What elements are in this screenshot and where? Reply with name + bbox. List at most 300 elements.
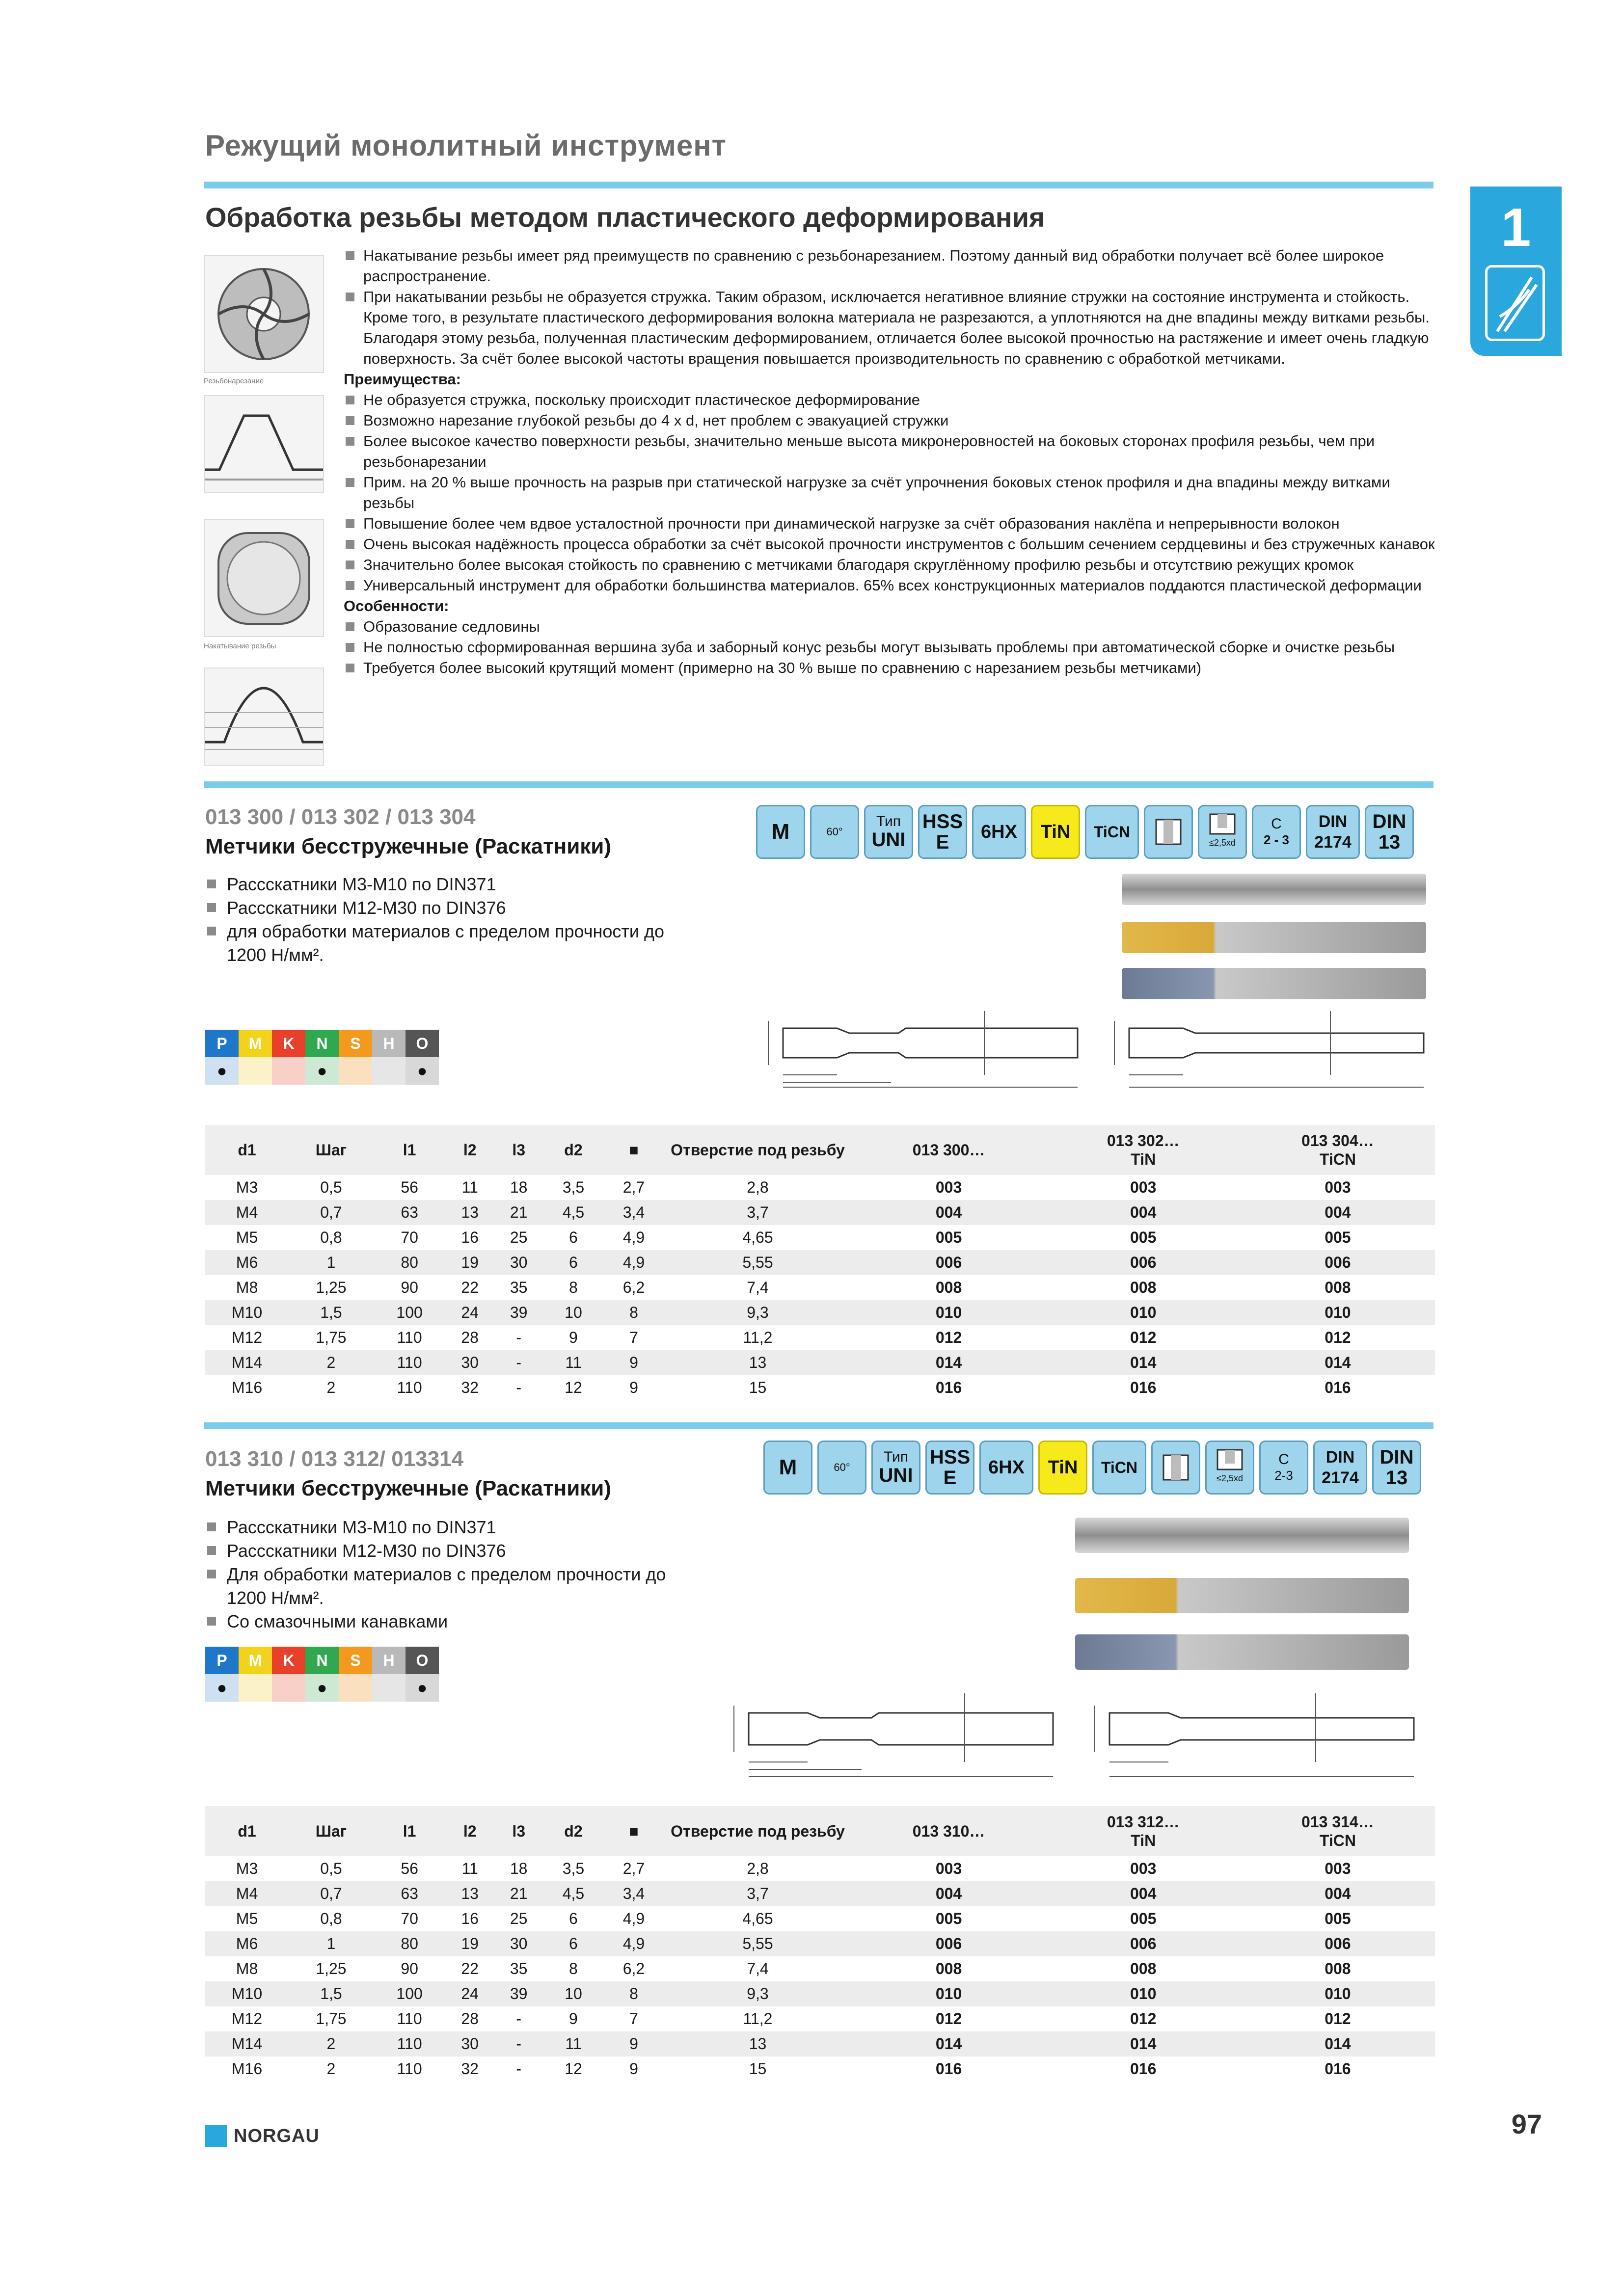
drill-icon	[1485, 265, 1545, 341]
col-d2: d2	[543, 1806, 603, 1856]
din-bottom: 13	[1385, 1467, 1408, 1489]
col-art-a: 013 310…	[851, 1806, 1046, 1856]
table-cell: 014	[1241, 1350, 1435, 1375]
art-c-code: 013 314…	[1301, 1813, 1374, 1831]
table-cell: 004	[1046, 1200, 1241, 1225]
table-cell: 008	[1130, 1279, 1157, 1296]
col-l2: l2	[445, 1806, 494, 1856]
page-header: Режущий монолитный инструмент	[205, 129, 727, 162]
tap-image-bright	[1122, 874, 1426, 905]
table-cell: 0,5	[320, 1860, 342, 1877]
property-badges	[756, 805, 1414, 859]
type-bottom: UNI	[871, 829, 906, 851]
col-l3: l3	[494, 1806, 543, 1856]
table-cell: 110	[397, 2060, 422, 2078]
table-cell: 3,4	[603, 1200, 664, 1225]
hss-top: HSS	[929, 1446, 971, 1468]
table-cell: M6	[205, 1931, 289, 1956]
table-cell: 39	[494, 1981, 543, 2006]
col-d1: d1	[205, 1125, 289, 1175]
type-top: Тип	[876, 813, 901, 829]
table-row	[205, 1175, 1435, 1200]
table-cell: 016	[1325, 2060, 1351, 2078]
table-cell: 24	[445, 1981, 494, 2006]
chamfer-bottom: 2 - 3	[1263, 832, 1290, 847]
table-cell: 110	[374, 2031, 446, 2056]
table-cell: 3,5	[562, 1860, 585, 1877]
table-cell: 9,3	[664, 1300, 851, 1325]
table-cell: 8	[603, 1981, 664, 2006]
table-cell: 0,7	[289, 1200, 374, 1225]
metric-label: M	[779, 1455, 797, 1479]
table-cell: 014	[851, 2031, 1046, 2056]
table-cell: 008	[1130, 1960, 1157, 1977]
intro-paragraph-1: Накатывание резьбы имеет ряд преимуществ по сравнению с резьбонарезанием. Поэтому данный вид обработки получает всё более широкое распространение.	[344, 245, 1438, 287]
table-header-row	[205, 1125, 1435, 1175]
table-cell: 006	[1241, 1931, 1435, 1956]
table-cell: 010	[1241, 1300, 1435, 1325]
material-suitability: ●	[305, 1674, 339, 1702]
col-art-b	[1046, 1806, 1241, 1856]
tap-image-bright	[1075, 1518, 1409, 1553]
table-row	[205, 1225, 1435, 1250]
din-top: DIN	[1380, 1446, 1414, 1468]
hss-bottom: E	[943, 1467, 957, 1489]
table-cell: 016	[935, 2060, 962, 2078]
material-group-o: O	[406, 1030, 439, 1057]
material-group-m: M	[239, 1647, 272, 1674]
table-cell: 004	[1241, 1881, 1435, 1906]
table-cell: 014	[851, 1350, 1046, 1375]
table-cell: 3,7	[664, 1881, 851, 1906]
table-cell: 9,3	[664, 1981, 851, 2006]
table-cell: 014	[1046, 1350, 1241, 1375]
material-group-n: N	[305, 1647, 339, 1674]
material-group-s: S	[339, 1647, 372, 1674]
table-cell: M5	[236, 1910, 258, 1927]
through-hole-icon	[1144, 805, 1193, 859]
table-cell: 010	[1241, 1981, 1435, 2006]
table-cell: 80	[374, 1250, 446, 1275]
chamfer-top: C	[1271, 816, 1282, 832]
table-cell: 5,55	[664, 1250, 851, 1275]
table-cell: 005	[1325, 1228, 1351, 1246]
table-cell: 010	[1046, 1981, 1241, 2006]
table-cell: 7	[629, 1329, 638, 1346]
chamfer-bottom: 2-3	[1274, 1468, 1293, 1483]
tolerance-label: 6HX	[988, 1457, 1025, 1478]
table-cell: 014	[1241, 2031, 1435, 2056]
thread-angle-badge	[817, 1441, 866, 1495]
table-cell: 11	[461, 1860, 478, 1877]
table-cell: 13	[664, 2031, 851, 2056]
table-cell: 012	[1325, 2010, 1351, 2028]
material-group-s: S	[339, 1030, 372, 1057]
table-cell: 16	[461, 1228, 479, 1246]
table-cell: 003	[1325, 1178, 1351, 1196]
table-cell: 19	[445, 1931, 494, 1956]
table-row	[205, 1275, 1435, 1300]
table-row	[205, 1906, 1435, 1931]
art-c-coating: TiCN	[1319, 1832, 1356, 1849]
table-cell: -	[494, 2031, 543, 2056]
table-cell: M4	[205, 1200, 289, 1225]
product-codes: 013 300 / 013 302 / 013 304	[205, 805, 476, 829]
table-cell: 012	[935, 1329, 962, 1346]
cutting-cross-section-image	[204, 255, 324, 373]
table-cell: 22	[461, 1279, 479, 1296]
table-cell: 003	[935, 1178, 962, 1196]
table-cell: 90	[401, 1960, 418, 1977]
table-cell: M4	[205, 1881, 289, 1906]
din-13-badge	[1365, 805, 1414, 859]
type-badge	[864, 805, 913, 859]
table-cell: 006	[1046, 1931, 1241, 1956]
col-d2: d2	[543, 1125, 603, 1175]
forming-cross-section-image	[204, 519, 324, 637]
table-row	[205, 2031, 1435, 2056]
table-cell: 004	[1241, 1200, 1435, 1225]
table-cell: 8	[603, 1300, 664, 1325]
type-top: Тип	[883, 1449, 908, 1465]
table-cell: 9	[603, 2031, 664, 2056]
table-cell: 010	[1046, 1300, 1241, 1325]
art-b-code: 013 302…	[1107, 1132, 1180, 1149]
table-cell: 1,25	[316, 1279, 347, 1296]
table-cell: 28	[461, 1329, 479, 1346]
art-b-coating: TiN	[1131, 1832, 1156, 1849]
table-cell: 005	[935, 1228, 962, 1246]
table-cell: 0,8	[320, 1910, 342, 1927]
din-top: DIN	[1318, 812, 1348, 831]
art-b-coating: TiN	[1131, 1150, 1156, 1168]
table-cell: 003	[935, 1860, 962, 1877]
type-badge	[871, 1441, 920, 1495]
table-cell: 016	[935, 1379, 962, 1396]
table-cell: 012	[1130, 1329, 1157, 1346]
din-2174-badge	[1313, 1441, 1367, 1495]
material-group-k: K	[272, 1030, 305, 1057]
col-hole: Отверстие под резьбу	[664, 1125, 851, 1175]
table-cell: 11,2	[743, 1329, 773, 1346]
logo-square-icon	[205, 2125, 227, 2147]
bullet-item: Рассскатники М12-М30 по DIN376	[205, 1539, 686, 1563]
table-header-row	[205, 1806, 1435, 1856]
chamfer-badge	[1252, 805, 1301, 859]
table-cell: 004	[851, 1200, 1046, 1225]
material-groups	[205, 1647, 439, 1702]
table-cell: 3,5	[562, 1178, 585, 1196]
table-cell: 56	[401, 1178, 418, 1196]
table-cell: 25	[510, 1910, 528, 1927]
tap-image-tin	[1122, 922, 1426, 953]
advantage-item: Повышение более чем вдвое усталостной прочности при динамической нагрузке за счёт образования наклёпа и непрерывности волокон	[344, 513, 1438, 534]
table-cell: 2,7	[622, 1178, 645, 1196]
table-cell: 15	[749, 2060, 767, 2078]
material-suitability	[272, 1057, 305, 1085]
brand-name: NORGAU	[234, 2125, 320, 2146]
table-cell: 012	[935, 2010, 962, 2028]
table-cell: 2,8	[747, 1860, 769, 1877]
art-c-code: 013 304…	[1301, 1132, 1374, 1149]
table-cell: 4,65	[742, 1228, 773, 1246]
bullet-item: для обработки материалов с пределом прочности до 1200 Н/мм².	[205, 920, 686, 967]
art-c-coating: TiCN	[1319, 1150, 1356, 1168]
chapter-number: 1	[1501, 197, 1531, 258]
material-groups	[205, 1030, 439, 1085]
product-codes: 013 310 / 013 312/ 013314	[205, 1447, 464, 1471]
section-title: Обработка резьбы методом пластического деформирования	[205, 202, 1045, 233]
col-art-c	[1241, 1125, 1435, 1175]
tap-image-ticn	[1075, 1634, 1409, 1670]
table-cell: 004	[1046, 1881, 1241, 1906]
material-group-m: M	[239, 1030, 272, 1057]
table-cell: 7,4	[747, 1279, 769, 1296]
feature-item: Не полностью сформированная вершина зуба и заборный конус резьбы могут вызывать проблемы при автоматической сборке и очистке резьбы	[344, 637, 1438, 658]
col-square: ■	[603, 1125, 664, 1175]
header-rule	[204, 182, 1434, 188]
table-cell: 005	[1130, 1910, 1157, 1927]
din-bottom: 2174	[1314, 833, 1352, 852]
table-cell: 10	[543, 1981, 603, 2006]
caption-cutting: Резьбонарезание	[204, 377, 264, 385]
table-cell: 4,9	[622, 1228, 645, 1246]
table-cell: 012	[1130, 2010, 1157, 2028]
features-heading: Особенности:	[344, 597, 449, 614]
material-suitability	[372, 1057, 406, 1085]
table-cell: 30	[494, 1931, 543, 1956]
material-suitability: ●	[406, 1674, 439, 1702]
feature-item: Требуется более высокий крутящий момент (примерно на 30 % выше по сравнению с нарезанием резьбы метчиками)	[344, 658, 1438, 678]
material-badge	[918, 805, 967, 859]
col-l2: l2	[445, 1125, 494, 1175]
table-cell: 9	[569, 1329, 578, 1346]
table-row	[205, 1981, 1435, 2006]
material-group-h: H	[372, 1647, 406, 1674]
table-cell: 35	[510, 1279, 528, 1296]
table-cell: 63	[374, 1881, 446, 1906]
chamfer-badge	[1259, 1441, 1308, 1495]
table-cell: 1,25	[316, 1960, 347, 1977]
table-cell: 008	[935, 1279, 962, 1296]
table-cell: 9	[629, 1379, 638, 1396]
caption-forming: Накатывание резьбы	[204, 642, 276, 650]
advantage-item: Более высокое качество поверхности резьбы, значительно меньше высота микронеровностей на боковых сторонах профиля резьбы, чем при резьбонарезании	[344, 431, 1438, 472]
table-cell: 005	[1130, 1228, 1157, 1246]
table-cell: 010	[851, 1300, 1046, 1325]
table-cell: 008	[935, 1960, 962, 1977]
col-d1: d1	[205, 1806, 289, 1856]
table-cell: 2	[326, 2060, 336, 2078]
material-suitability: ●	[205, 1674, 239, 1702]
table-row	[205, 1250, 1435, 1275]
spec-table	[205, 1806, 1435, 2082]
table-cell: 003	[1130, 1860, 1157, 1877]
table-cell: M16	[231, 2060, 263, 2078]
din-top: DIN	[1372, 811, 1407, 832]
table-cell: 56	[401, 1860, 418, 1877]
angle-label: 60°	[826, 826, 843, 838]
advantages-heading: Преимущества:	[344, 371, 461, 388]
material-group-p: P	[205, 1647, 239, 1674]
tap-drawing-short	[729, 1683, 1063, 1787]
art-b-code: 013 312…	[1107, 1813, 1180, 1831]
forming-profile-image	[204, 667, 324, 766]
col-art-a: 013 300…	[851, 1125, 1046, 1175]
table-cell: 32	[461, 1379, 479, 1396]
tin-label: TiN	[1040, 821, 1071, 842]
table-cell: -	[516, 1329, 521, 1346]
table-cell: 2	[289, 2031, 374, 2056]
table-cell: M3	[236, 1178, 258, 1196]
material-suitability	[372, 1674, 406, 1702]
table-cell: 016	[1325, 1379, 1351, 1396]
table-cell: 6,2	[622, 1279, 645, 1296]
table-row	[205, 1350, 1435, 1375]
chamfer-top: C	[1278, 1451, 1289, 1468]
material-suitability	[339, 1674, 372, 1702]
table-cell: 35	[510, 1960, 528, 1977]
angle-label: 60°	[834, 1461, 850, 1473]
table-cell: 18	[510, 1860, 528, 1877]
tolerance-label: 6HX	[981, 821, 1017, 842]
table-cell: 0,8	[320, 1228, 342, 1246]
table-cell: M16	[231, 1379, 263, 1396]
col-l3: l3	[494, 1125, 543, 1175]
ticn-coating-badge	[1085, 805, 1139, 859]
blind-hole-badge	[1205, 1441, 1254, 1495]
table-cell: 32	[461, 2060, 479, 2078]
table-cell: 16	[461, 1910, 479, 1927]
table-cell: 70	[401, 1910, 418, 1927]
table-cell: 30	[445, 1350, 494, 1375]
table-cell: 100	[374, 1300, 446, 1325]
table-cell: 9	[603, 1350, 664, 1375]
bullet-item: Для обработки материалов с пределом прочности до 1200 Н/мм².	[205, 1563, 686, 1610]
table-cell: 0,7	[289, 1881, 374, 1906]
table-cell: 1,5	[289, 1300, 374, 1325]
table-cell: 13	[445, 1200, 494, 1225]
table-cell: 30	[445, 2031, 494, 2056]
through-hole-icon	[1151, 1441, 1200, 1495]
table-cell: 003	[1325, 1860, 1351, 1877]
table-cell: 006	[851, 1931, 1046, 1956]
table-cell: M14	[205, 2031, 289, 2056]
col-l1: l1	[374, 1125, 446, 1175]
table-cell: 006	[1241, 1250, 1435, 1275]
table-cell: 016	[1130, 1379, 1157, 1396]
tin-coating-badge	[1038, 1441, 1087, 1495]
table-cell: 6	[543, 1931, 603, 1956]
table-cell: 3,7	[664, 1200, 851, 1225]
spec-table	[205, 1125, 1435, 1400]
advantage-item: Универсальный инструмент для обработки большинства материалов. 65% всех конструкционных материалов поддаются пластической деформации	[344, 575, 1438, 596]
tap-image-tin	[1075, 1578, 1409, 1613]
table-cell: 003	[1130, 1178, 1157, 1196]
property-badges	[763, 1441, 1421, 1495]
bullet-item: Со смазочными канавками	[205, 1610, 686, 1633]
table-cell: 016	[1130, 2060, 1157, 2078]
table-cell: 7,4	[747, 1960, 769, 1977]
product-title: Метчики бесстружечные (Раскатники)	[205, 1476, 611, 1500]
tap-drawing-short	[763, 1001, 1082, 1099]
advantage-item: Не образуется стружка, поскольку происходит пластическое деформирование	[344, 390, 1438, 410]
material-suitability	[272, 1674, 305, 1702]
tap-image-ticn	[1122, 968, 1426, 999]
cutting-profile-image	[204, 395, 324, 493]
table-cell: 008	[1325, 1279, 1351, 1296]
material-suitability	[339, 1057, 372, 1085]
table-cell: 11	[543, 1350, 603, 1375]
material-group-h: H	[372, 1030, 406, 1057]
table-cell: 19	[445, 1250, 494, 1275]
table-row	[205, 2056, 1435, 2082]
table-cell: 5,55	[664, 1931, 851, 1956]
table-cell: -	[516, 2010, 521, 2028]
table-cell: 18	[510, 1178, 528, 1196]
col-art-c	[1241, 1806, 1435, 1856]
table-cell: 0,5	[320, 1178, 342, 1196]
din-2174-badge	[1306, 805, 1360, 859]
table-cell: 70	[401, 1228, 418, 1246]
table-cell: 4,65	[742, 1910, 773, 1927]
material-badge	[925, 1441, 974, 1495]
section2-rule	[204, 1422, 1434, 1429]
din-bottom: 13	[1378, 831, 1401, 853]
col-art-b	[1046, 1125, 1241, 1175]
table-cell: 28	[461, 2010, 479, 2028]
chapter-tab	[1470, 187, 1562, 356]
material-suitability: ●	[406, 1057, 439, 1085]
table-cell: 110	[397, 1329, 422, 1346]
table-cell: M5	[236, 1228, 258, 1246]
table-cell: 6	[569, 1910, 578, 1927]
table-cell: M10	[205, 1981, 289, 2006]
table-cell: 6	[543, 1250, 603, 1275]
din-top: DIN	[1325, 1448, 1355, 1467]
table-row	[205, 2006, 1435, 2031]
col-pitch: Шаг	[289, 1125, 374, 1175]
table-cell: 13	[664, 1350, 851, 1375]
table-cell: 2,7	[622, 1860, 645, 1877]
table-cell: 4,9	[622, 1910, 645, 1927]
table-cell: 11	[461, 1178, 478, 1196]
advantage-item: Прим. на 20 % выше прочность на разрыв при статической нагрузке за счёт упрочнения боковых стенок профиля и дна впадины между витками резьбы	[344, 472, 1438, 513]
blind-hole-badge	[1198, 805, 1247, 859]
table-row	[205, 1325, 1435, 1350]
table-cell: 30	[494, 1250, 543, 1275]
table-cell: M12	[231, 2010, 263, 2028]
table-cell: 63	[374, 1200, 446, 1225]
bullet-item: Рассскатники М3-М10 по DIN371	[205, 873, 686, 896]
material-group-o: O	[406, 1647, 439, 1674]
tin-label: TiN	[1048, 1457, 1078, 1478]
hss-bottom: E	[936, 831, 949, 853]
table-cell: 2,8	[747, 1178, 769, 1196]
brand-logo	[205, 2125, 320, 2147]
metric-badge	[756, 805, 805, 859]
table-row	[205, 1856, 1435, 1881]
table-cell: 3,4	[603, 1881, 664, 1906]
product-title: Метчики бесстружечные (Раскатники)	[205, 834, 611, 858]
col-square: ■	[603, 1806, 664, 1856]
table-cell: 7	[629, 2010, 638, 2028]
type-bottom: UNI	[879, 1465, 913, 1486]
intro-text	[344, 245, 1438, 678]
page-number: 97	[1511, 2109, 1542, 2139]
section1-rule	[204, 781, 1434, 788]
table-row	[205, 1300, 1435, 1325]
